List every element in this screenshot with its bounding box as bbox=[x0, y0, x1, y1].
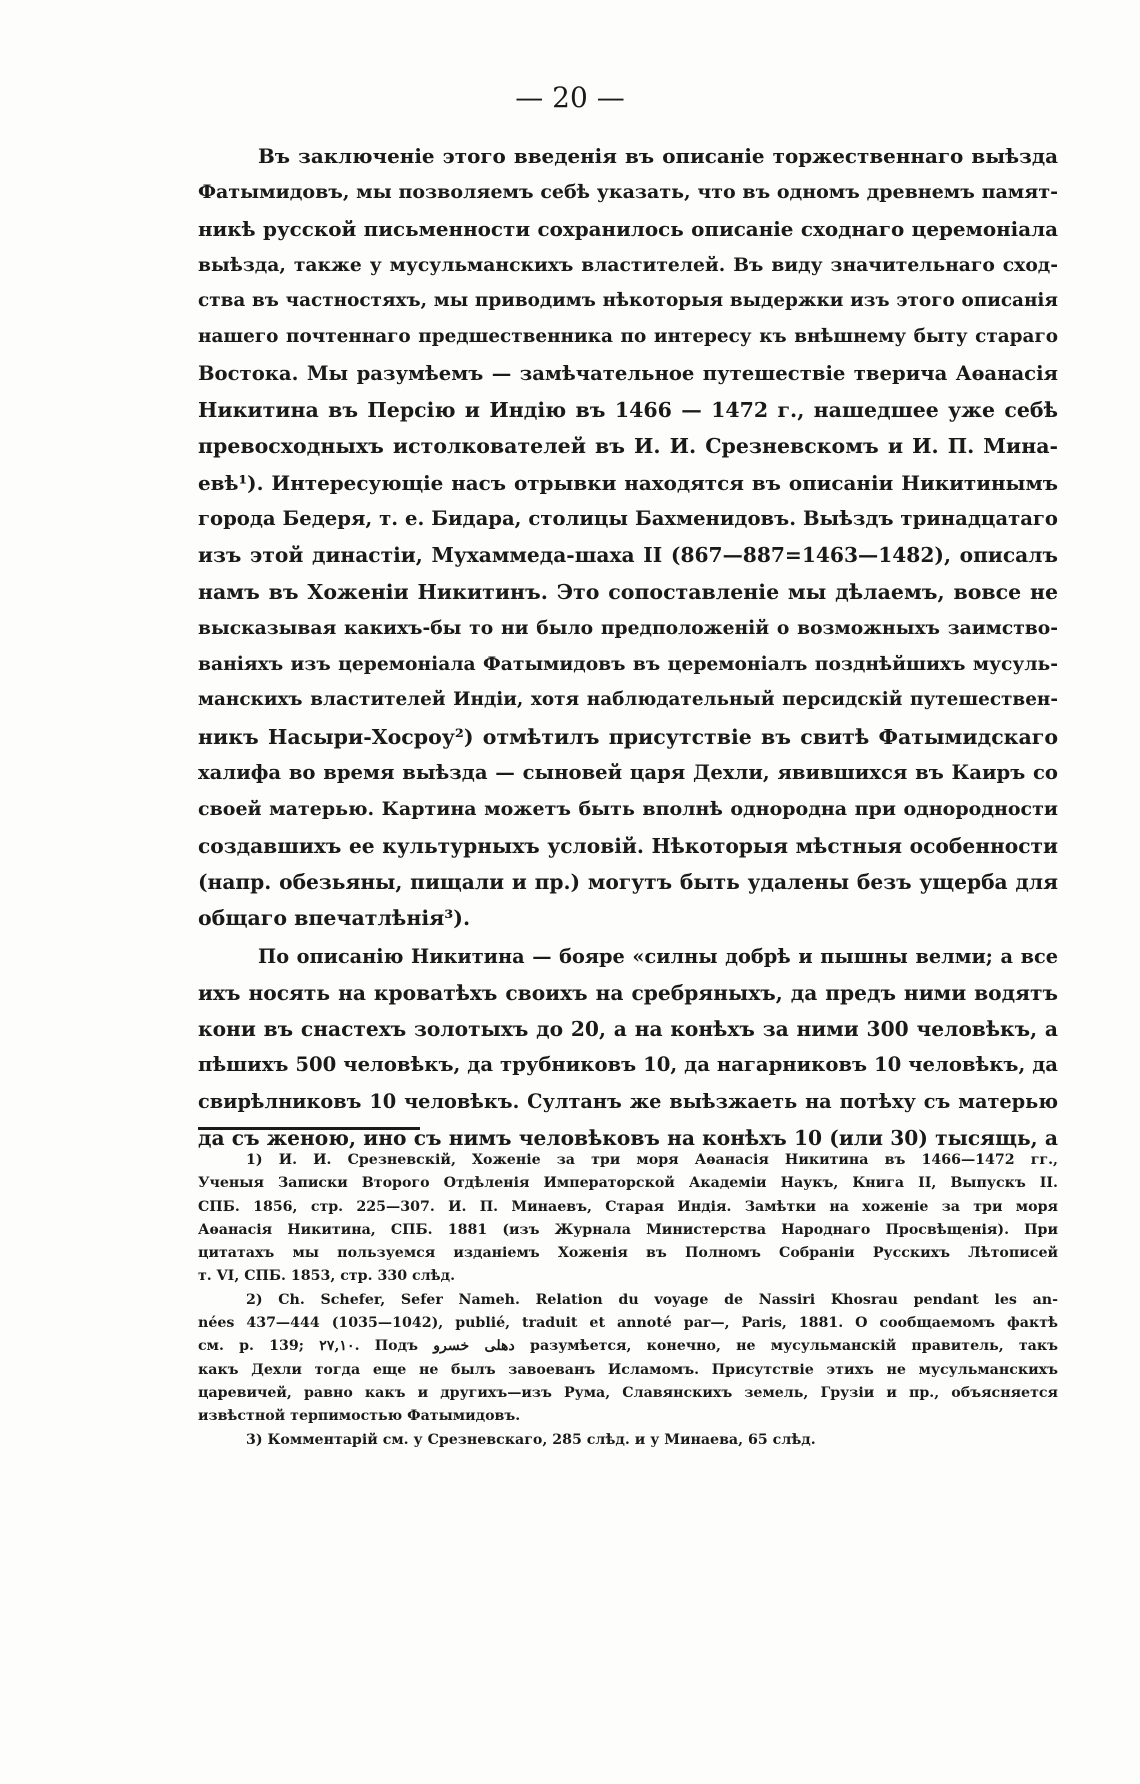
text-line: кони въ снастехъ золотыхъ до 20, а на конѣхъ за ними 300 человѣкъ, а bbox=[198, 1017, 1058, 1042]
footnote-line: Ученыя Записки Второго Отдѣленiя Императорской Академiи Наукъ, Книга II, Выпускъ II. bbox=[198, 1175, 1058, 1192]
footnote-line: т. VI, СПБ. 1853, стр. 330 слѣд. bbox=[198, 1268, 456, 1285]
paragraph-1 bbox=[198, 138, 1058, 937]
paragraph-2 bbox=[198, 939, 1058, 1157]
text-line: превосходныхъ истолкователей въ И. И. Срезневскомъ и И. П. Мина- bbox=[198, 434, 1058, 459]
text-line: ства въ частностяхъ, мы приводимъ нѣкоторыя выдержки изъ этого описанiя bbox=[198, 290, 1058, 312]
text-line: намъ въ Хоженiи Никитинъ. Это сопоставленiе мы дѣлаемъ, вовсе не bbox=[198, 579, 1058, 604]
footnote-separator bbox=[198, 1127, 420, 1130]
text-line: изъ этой династiи, Мухаммеда-шаха II (867—887=1463—1482), описалъ bbox=[198, 543, 1058, 568]
text-line: По описанiю Никитина — бояре «силны добрѣ и пышны велми; а все bbox=[258, 944, 1058, 968]
footnote-line: 3) Комментарiй см. у Срезневскаго, 285 слѣд. и у Минаева, 65 слѣд. bbox=[246, 1431, 816, 1448]
text-line: Въ заключенiе этого введенiя въ описанiе торжественнаго выѣзда bbox=[258, 144, 1058, 168]
footnote-2 bbox=[198, 1289, 1058, 1429]
text-line: общаго впечатлѣнiя³). bbox=[198, 906, 471, 931]
text-line: выѣзда, также у мусульманскихъ властителей. Въ виду значительнаго сход- bbox=[198, 253, 1058, 276]
page-number: — 20 — bbox=[515, 81, 625, 114]
footnote-line: см. р. 139; ٢٧,١٠. Подъ دهلى خسرو разумѣется, конечно, не мусульманскiй правитель, такъ bbox=[198, 1338, 1058, 1355]
text-line: манскихъ властителей Индiи, хотя наблюдательный персидскiй путешествен- bbox=[198, 689, 1058, 711]
footnote-line: 2) Ch. Schefer, Sefer Nameh. Relation du voyage de Nassiri Khosrau pendant les an- bbox=[246, 1291, 1058, 1308]
footnote-line: извѣстной терпимостью Фатымидовъ. bbox=[198, 1408, 521, 1425]
footnote-line: nées 437—444 (1035—1042), publié, traduit et annoté par—, Paris, 1881. О сообщаемомъ фактѣ bbox=[198, 1315, 1058, 1332]
footnote-line: Аѳанасiя Никитина, СПБ. 1881 (изъ Журнала Министерства Народнаго Просвѣщенiя). При bbox=[198, 1221, 1058, 1238]
footnotes bbox=[198, 1149, 1058, 1452]
text-line: пѣшихъ 500 человѣкъ, да трубниковъ 10, да нагарниковъ 10 человѣкъ, да bbox=[198, 1053, 1058, 1077]
text-line: Востока. Мы разумѣемъ — замѣчательное путешествiе тверича Аѳанасiя bbox=[198, 361, 1058, 385]
text-line: своей матерью. Картина можетъ быть вполнѣ однородна при однородности bbox=[198, 798, 1058, 821]
main-text bbox=[198, 138, 1058, 1156]
text-line: никъ Насыри-Хосроу²) отмѣтилъ присутствiе въ свитѣ Фатымидскаго bbox=[198, 724, 1058, 749]
text-line: да съ женою, ино съ нимъ человѣковъ на конѣхъ 10 (или 30) тысящь, а bbox=[198, 1126, 1058, 1151]
footnote-line: какъ Дехли тогда еще не былъ завоеванъ Исламомъ. Присутствiе этихъ не мусульманскихъ bbox=[198, 1361, 1058, 1378]
text-line: нашего почтеннаго предшественника по интересу къ внѣшнему быту стараго bbox=[198, 326, 1058, 348]
text-line: города Бедеря, т. е. Бидара, столицы Бахменидовъ. Выѣздъ тринадцатаго bbox=[198, 506, 1058, 530]
text-line: создавшихъ ее культурныхъ условiй. Нѣкоторыя мѣстныя особенности bbox=[198, 833, 1058, 858]
text-line: ванiяхъ изъ церемонiала Фатымидовъ въ церемонiалъ позднѣйшихъ мусуль- bbox=[198, 653, 1058, 676]
text-line: (напр. обезьяны, пищали и пр.) могутъ быть удалены безъ ущерба для bbox=[198, 869, 1058, 894]
text-line: высказывая какихъ-бы то ни было предположенiй о возможныхъ заимство- bbox=[198, 616, 1058, 639]
footnote-1 bbox=[198, 1149, 1058, 1289]
footnote-line: цитатахъ мы пользуемся изданiемъ Хоженiя въ Полномъ Собранiи Русскихъ Лѣтописей bbox=[198, 1245, 1058, 1262]
text-line: никѣ русской письменности сохранилось описанiе сходнаго церемонiала bbox=[198, 216, 1058, 241]
text-line: халифа во время выѣзда — сыновей царя Дехли, явившихся въ Каиръ со bbox=[198, 761, 1058, 785]
footnote-line: царевичей, равно какъ и другихъ—изъ Рума, Славянскихъ земель, Грузiи и пр., объясняется bbox=[198, 1384, 1058, 1401]
text-line: Фатымидовъ, мы позволяемъ себѣ указать, что въ одномъ древнемъ памят- bbox=[198, 181, 1058, 204]
text-line: ихъ носять на кроватѣхъ своихъ на сребряныхъ, да предъ ними водятъ bbox=[198, 980, 1058, 1005]
text-line: свирѣлниковъ 10 человѣкъ. Султанъ же выѣзжаеть на потѣху съ матерью bbox=[198, 1089, 1058, 1113]
footnote-line: СПБ. 1856, стр. 225—307. И. П. Минаевъ, Старая Индiя. Замѣтки на хоженiе за три моря bbox=[198, 1198, 1058, 1215]
text-line: евѣ¹). Интересующiе насъ отрывки находятся въ описанiи Никитинымъ bbox=[198, 470, 1058, 495]
text-line: Никитина въ Персiю и Индiю въ 1466 — 1472 г., нашедшее уже себѣ bbox=[198, 398, 1058, 423]
footnote-line: 1) И. И. Срезневскiй, Хоженiе за три моря Аѳанасiя Никитина въ 1466—1472 гг., bbox=[246, 1152, 1058, 1168]
footnote-3 bbox=[198, 1429, 1058, 1452]
